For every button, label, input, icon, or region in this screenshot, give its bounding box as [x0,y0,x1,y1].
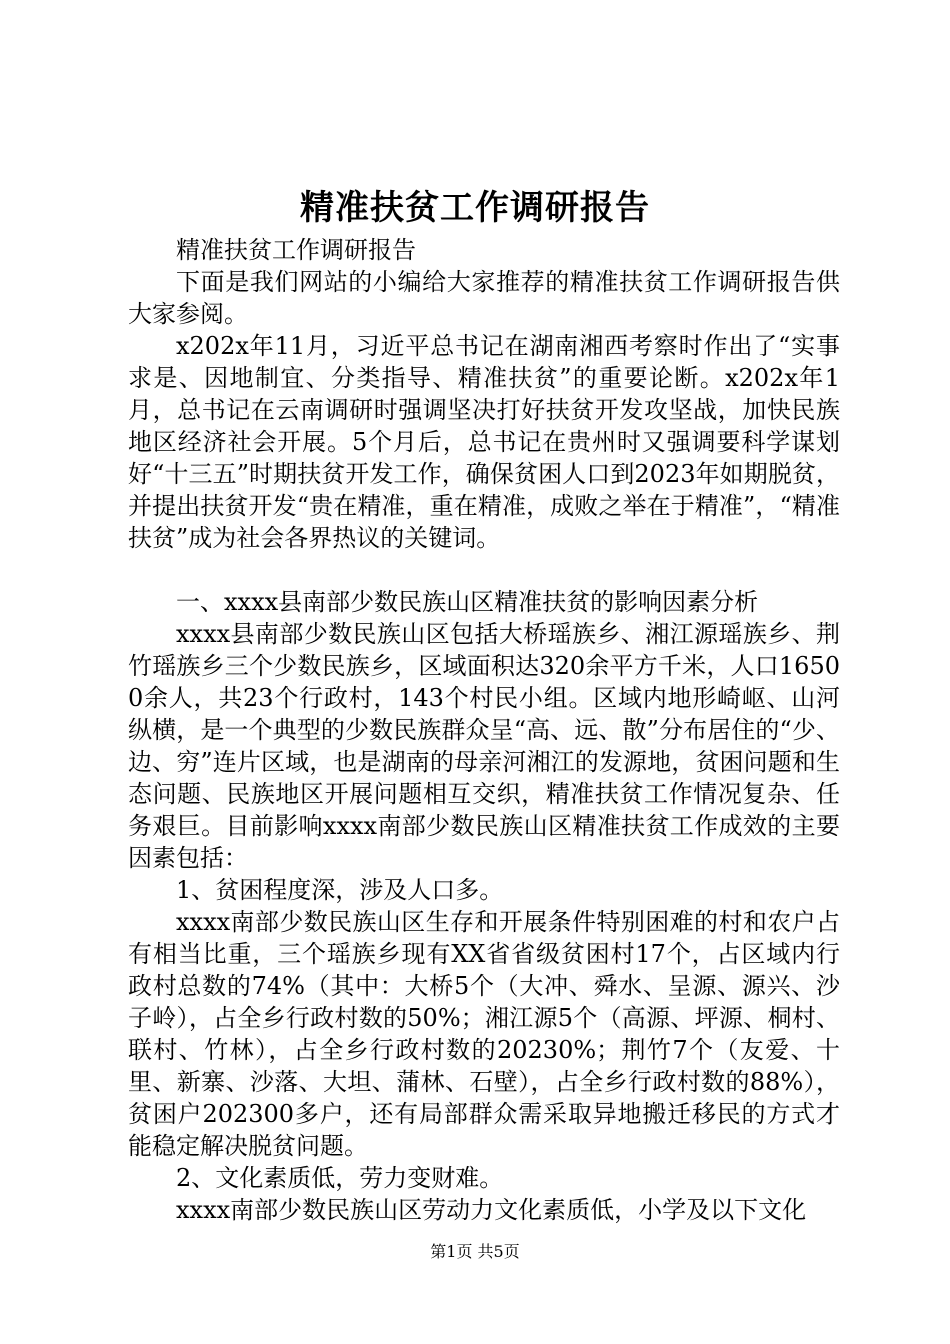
section-heading-1: 一、xxxx县南部少数民族山区精准扶贫的影响因素分析 [176,588,759,616]
document-body [128,234,840,1226]
background-paragraph: x202x年11月，习近平总书记在湖南湘西考察时作出了“实事求是、因地制宜、分类指导、精准扶贫”的重要论断。x202x年1月，总书记在云南调研时强调坚决打好扶贫开发攻坚战，加快民族地区经济社会开展。5个月后，总书记在贵州时又强调要科学谋划好“十三五”时期扶贫开发工作，确保贫困人口到2023年如期脱贫，并提出扶贫开发“贵在精准，重在精准，成败之举在于精准”，“精准扶贫”成为社会各界热议的关键词。 [128,332,840,552]
subheading-1: 1、贫困程度深，涉及人口多。 [176,876,504,904]
document-title: 精准扶贫工作调研报告 [300,188,650,228]
paragraph-spacer [128,554,840,586]
poverty-detail-paragraph: xxxx南部少数民族山区生存和开展条件特别困难的村和农户占有相当比重，三个瑶族乡现有XX省省级贫困村17个，占区域内行政村总数的74%（其中：大桥5个（大冲、舜水、呈源、源兴、沙子岭），占全乡行政村数的50%；湘江源5个（高源、坪源、桐村、联村、竹林），占全乡行政村数的20230%；荆竹7个（友爱、十里、新寨、沙落、大坦、蒲林、石壁），占全乡行政村数的88%），贫困户202300多户，还有局部群众需采取异地搬迁移民的方式才能稳定解决脱贫问题。 [128,908,840,1160]
education-paragraph: xxxx南部少数民族山区劳动力文化素质低，小学及以下文化 [176,1196,807,1224]
region-overview-paragraph: xxxx县南部少数民族山区包括大桥瑶族乡、湘江源瑶族乡、荆竹瑶族乡三个少数民族乡，区域面积达320余平方千米，人口16500余人，共23个行政村，143个村民小组。区域内地形崎岖、山河纵横，是一个典型的少数民族群众呈“高、远、散”分布居住的“少、边、穷”连片区域，也是湖南的母亲河湘江的发源地，贫困问题和生态问题、民族地区开展问题相互交织，精准扶贫工作情况复杂、任务艰巨。目前影响xxxx南部少数民族山区精准扶贫工作成效的主要因素包括： [128,620,840,872]
subheading-2: 2、文化素质低，劳力变财难。 [176,1164,504,1192]
subtitle-paragraph: 精准扶贫工作调研报告 [176,236,416,264]
page-footer: 第1页 共5页 [430,1242,520,1261]
intro-paragraph: 下面是我们网站的小编给大家推荐的精准扶贫工作调研报告供大家参阅。 [128,268,840,328]
